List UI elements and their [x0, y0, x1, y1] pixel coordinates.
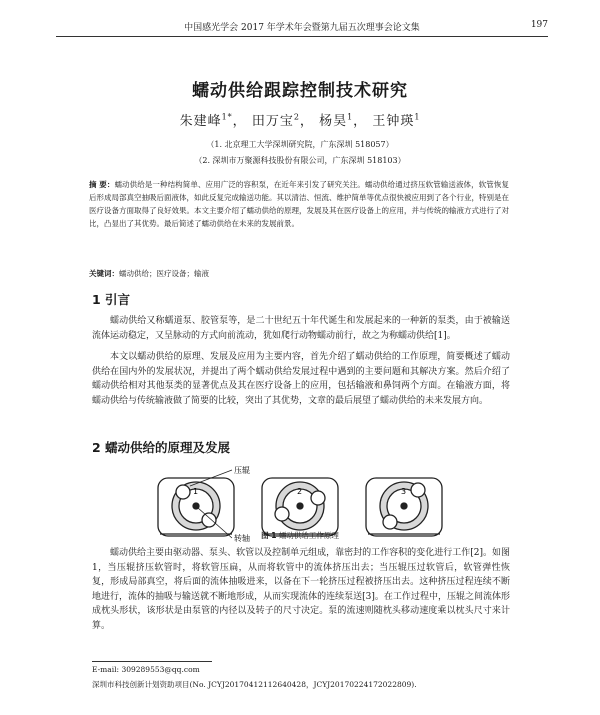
- footnote-rule: [92, 661, 212, 662]
- author-name: 杨昊: [319, 114, 348, 129]
- stage-3-number: 3: [401, 487, 407, 496]
- body-paragraph: 蠕动供给又称蠕道泵、胶管泵等，是二十世纪五十年代诞生和发展起来的一种新的泵类，由于被输送流体运动稳定，又呈脉动的方式向前流动，犹如爬行动物蠕动前行，故之为称蠕动供给[1]。: [92, 316, 510, 341]
- keywords: [89, 268, 509, 279]
- figure-caption: [0, 530, 600, 541]
- author-name: 王钟瑛: [372, 114, 415, 129]
- page-number: 197: [530, 20, 548, 30]
- abstract-label: 摘 要：: [89, 180, 115, 189]
- caption-text: 蠕动供给工作原理: [278, 531, 339, 540]
- footnote-email: E-mail: 309289553@qq.com: [92, 665, 200, 674]
- running-title: 中国感光学会 2017 年学术年会暨第九届五次理事会论文集: [184, 23, 420, 33]
- section-heading: 1 引言: [92, 292, 131, 307]
- keywords-text: 蠕动供给；医疗设备；输液: [119, 269, 209, 278]
- body-paragraph: 本文以蠕动供给的原理、发展及应用为主要内容，首先介绍了蠕动供给的工作原理，简要概述了蠕动供给在国内外的发展状况，并提出了两个蠕动供给发展过程中遇到的主要问题和其解决方案。然后介绍了蠕动供给相对其他泵类的显著优点及其在医疗设备上的应用，包括输液和鼻饲两个方面。在输液方面，将蠕动供给与传统输液做了简要的比较，突出了其优势，文章的最后展望了蠕动供给的未来发展方向。: [92, 352, 510, 406]
- paper-title: 蠕动供给跟踪控制技术研究: [192, 81, 408, 101]
- header-rule: [56, 36, 548, 37]
- author-sup: 2: [293, 112, 300, 122]
- keywords-label: 关键词：: [89, 269, 119, 278]
- abstract: [89, 178, 509, 230]
- author-sup: 1: [414, 112, 421, 122]
- shaft-label: 转轴: [234, 534, 250, 542]
- affiliation-1: （1. 北京理工大学深圳研究院，广东深圳 518057）: [206, 140, 394, 149]
- roller-label: 压辊: [234, 466, 250, 475]
- author-name: 朱建峰: [179, 114, 222, 129]
- running-header: [56, 20, 548, 34]
- affiliation-2: （2. 深圳市万聚源科技股份有限公司，广东深圳 518103）: [194, 156, 406, 165]
- author-sup: 1: [347, 112, 354, 122]
- caption-label: 图 1: [261, 531, 277, 540]
- abstract-text: 蠕动供给是一种结构简单、应用广泛的容积泵，在近年来引发了研究关注。蠕动供给通过挤压软管输送液体，软管恢复后形成局部真空抽吸后面液体，如此反复完成输送功能。其以清洁、恒流、维护简单等优点很快被应用到了各个行业，特别是在医疗设备方面取得了良好效果。本文主要介绍了蠕动供给的原理，发展及其在医疗设备上的应用，并与传统的输液方式进行了对比，凸显出了其优势。最后简述了蠕动供给在未来的发展前景。: [89, 180, 509, 229]
- section-heading: 2 蠕动供给的原理及发展: [92, 440, 231, 455]
- author-sup: 1*: [221, 112, 233, 122]
- body-paragraph: 蠕动供给主要由驱动器、泵头、软管以及控制单元组成，靠密封的工作容积的变化进行工作[2]。如图 1，当压辊挤压软管时，将软管压扁，从而将软管中的流体挤压出去；当压辊压过软管后，软管弹性恢复，形成局部真空，将后面的流体抽吸进来，以备在下一轮挤压过程被挤压出去。这种挤压过程连续不断地进行，流体的抽吸与输送就不断地形成，从而实现流体的连续泵送[3]。在工作过程中，压辊之间流体形成枕头形状，该形状是由泵管的内径以及转子的尺寸决定。泵的流速则随枕头移动速度乘以枕头尺寸来计算。: [92, 548, 510, 631]
- author-list: 朱建峰$^{1*}$， 田万宝$^2$， 杨昊$^1$， 王钟瑛$^1$: [179, 112, 421, 129]
- stage-1-number: 1: [193, 487, 199, 496]
- author-name: 田万宝: [251, 114, 294, 129]
- footnote-funding: 深圳市科技创新计划资助项目(No. JCYJ20170412112640428，JCYJ20170224172022809).: [92, 680, 417, 689]
- stage-2-number: 2: [297, 487, 303, 496]
